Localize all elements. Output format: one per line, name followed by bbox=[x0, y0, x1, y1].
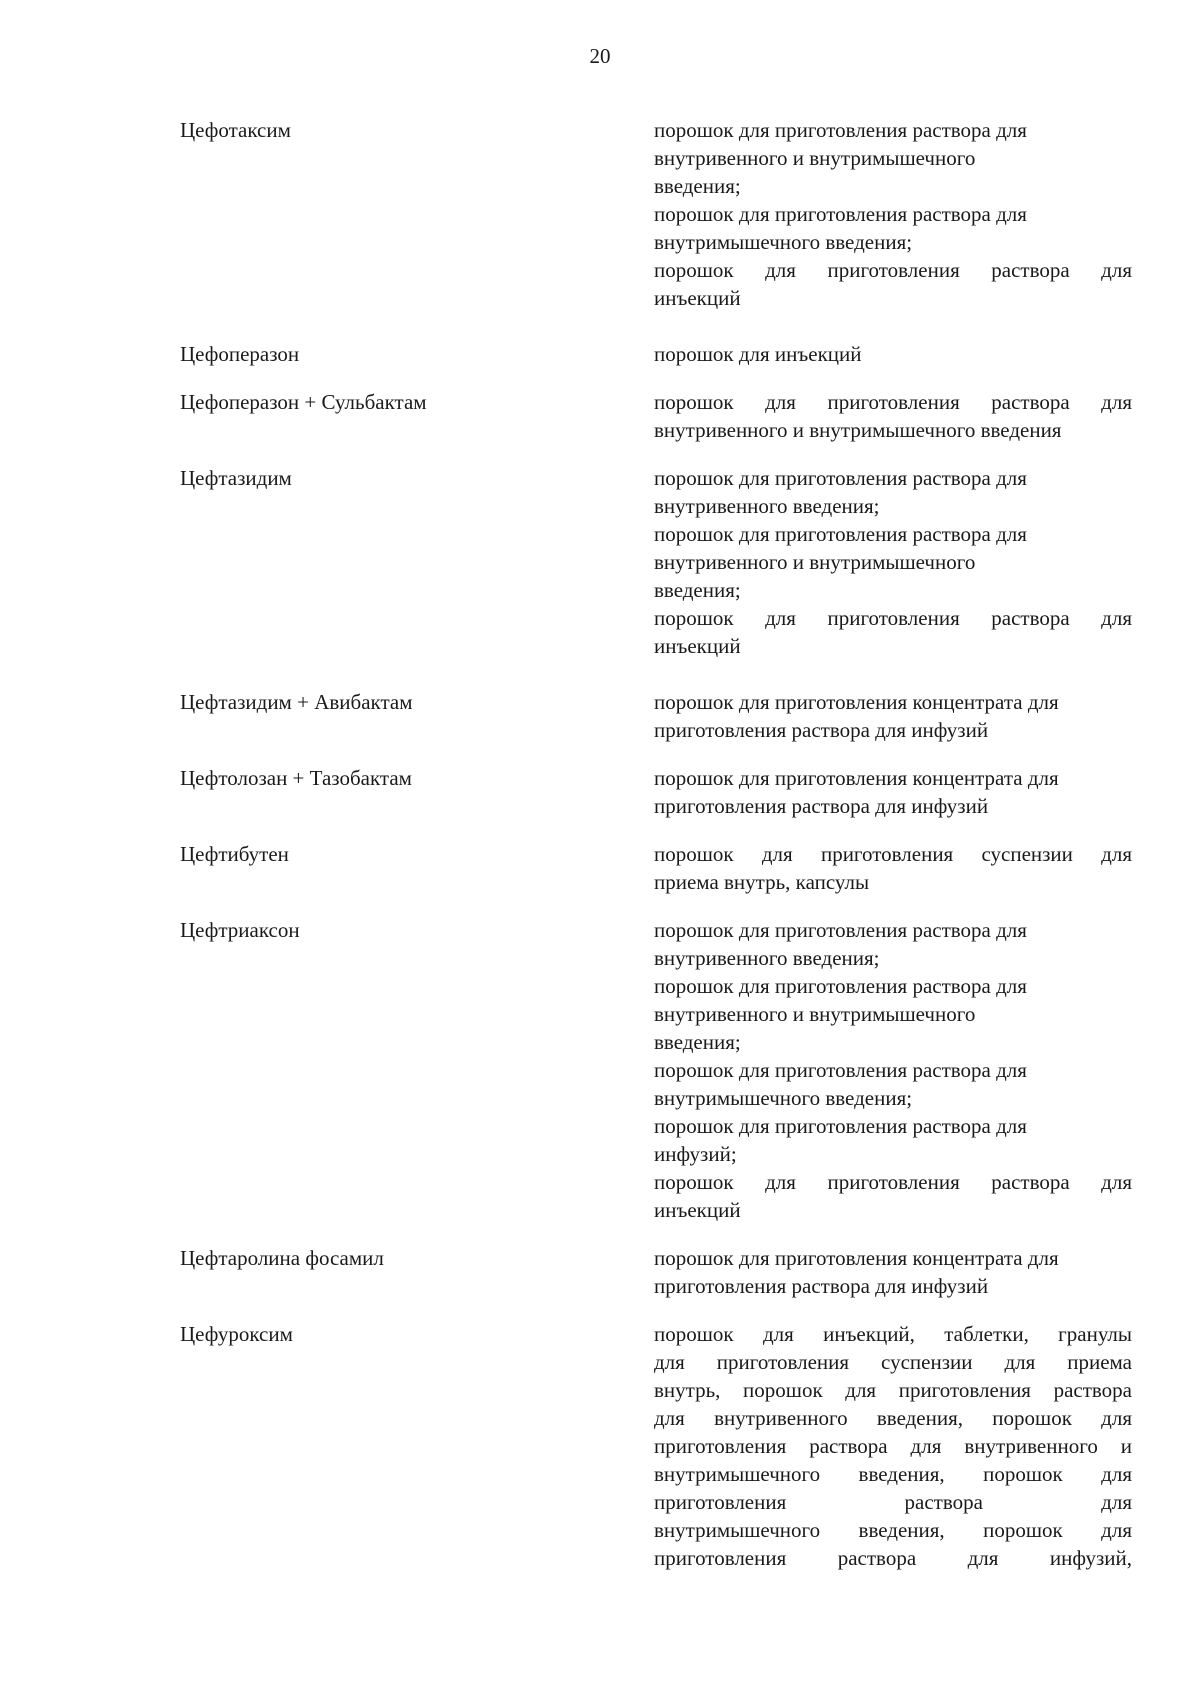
dosage-forms bbox=[654, 916, 1132, 1224]
drug-name: Цефтолозан + Тазобактам bbox=[180, 766, 412, 790]
dosage-forms bbox=[654, 1320, 1132, 1572]
dosage-form-line: порошок для приготовления раствора для bbox=[654, 522, 1027, 546]
dosage-form-line: порошок для приготовления раствора для bbox=[654, 258, 1132, 282]
dosage-form-line: внутривенного и внутримышечного bbox=[654, 1002, 976, 1026]
dosage-forms bbox=[654, 840, 1132, 896]
drug-name: Цефотаксим bbox=[180, 118, 291, 142]
dosage-form-line: порошок для приготовления раствора для bbox=[654, 918, 1027, 942]
dosage-form-line: введения; bbox=[654, 174, 741, 198]
dosage-form-line: порошок для приготовления концентрата для bbox=[654, 690, 1059, 714]
dosage-form-line: внутривенного и внутримышечного bbox=[654, 146, 976, 170]
dosage-form-line: для приготовления суспензии для приема bbox=[654, 1350, 1132, 1374]
dosage-form-line: порошок для приготовления раствора для bbox=[654, 202, 1027, 226]
dosage-form-line: внутримышечного введения, порошок для bbox=[654, 1462, 1132, 1486]
dosage-forms bbox=[654, 116, 1132, 312]
drug-name: Цефоперазон bbox=[180, 342, 300, 366]
dosage-forms bbox=[654, 388, 1132, 444]
dosage-form-line: введения; bbox=[654, 1030, 741, 1054]
dosage-form-line: приготовления раствора для bbox=[654, 1490, 1132, 1514]
dosage-form-line: приготовления раствора для внутривенного и bbox=[654, 1434, 1132, 1458]
dosage-form-line: порошок для приготовления раствора для bbox=[654, 1114, 1027, 1138]
drug-name: Цефтибутен bbox=[180, 842, 289, 866]
dosage-form-line: порошок для инъекций, таблетки, гранулы bbox=[654, 1322, 1132, 1346]
dosage-form-line: порошок для приготовления раствора для bbox=[654, 1058, 1027, 1082]
dosage-form-line: внутривенного и внутримышечного введения bbox=[654, 418, 1062, 442]
dosage-form-line: инъекций bbox=[654, 634, 741, 658]
dosage-form-line: порошок для инъекций bbox=[654, 342, 862, 366]
dosage-form-line: внутривенного введения; bbox=[654, 946, 880, 970]
drug-name: Цефуроксим bbox=[180, 1322, 293, 1346]
dosage-form-line: приготовления раствора для инфузий, bbox=[654, 1546, 1132, 1570]
dosage-forms bbox=[654, 340, 1132, 368]
dosage-form-line: порошок для приготовления раствора для bbox=[654, 1170, 1132, 1194]
dosage-forms bbox=[654, 464, 1132, 660]
dosage-form-line: порошок для приготовления раствора для bbox=[654, 466, 1027, 490]
dosage-forms bbox=[654, 764, 1132, 820]
dosage-form-line: внутримышечного введения; bbox=[654, 1086, 913, 1110]
dosage-form-line: порошок для приготовления концентрата для bbox=[654, 1246, 1059, 1270]
dosage-form-line: порошок для приготовления концентрата для bbox=[654, 766, 1059, 790]
drug-name: Цефтазидим + Авибактам bbox=[180, 690, 413, 714]
dosage-form-line: приготовления раствора для инфузий bbox=[654, 718, 989, 742]
dosage-form-line: приема внутрь, капсулы bbox=[654, 870, 870, 894]
dosage-form-line: внутрь, порошок для приготовления раствора bbox=[654, 1378, 1132, 1402]
dosage-forms bbox=[654, 688, 1132, 744]
dosage-form-line: внутримышечного введения, порошок для bbox=[654, 1518, 1132, 1542]
dosage-forms bbox=[654, 1244, 1132, 1300]
dosage-form-line: введения; bbox=[654, 578, 741, 602]
dosage-form-line: для внутривенного введения, порошок для bbox=[654, 1406, 1132, 1430]
dosage-form-line: порошок для приготовления раствора для bbox=[654, 390, 1132, 414]
dosage-form-line: порошок для приготовления суспензии для bbox=[654, 842, 1132, 866]
drug-name: Цефоперазон + Сульбактам bbox=[180, 390, 427, 414]
dosage-form-line: приготовления раствора для инфузий bbox=[654, 794, 989, 818]
dosage-form-line: инъекций bbox=[654, 286, 741, 310]
dosage-form-line: инфузий; bbox=[654, 1142, 737, 1166]
dosage-form-line: порошок для приготовления раствора для bbox=[654, 606, 1132, 630]
dosage-form-line: порошок для приготовления раствора для bbox=[654, 974, 1027, 998]
page-number: 20 bbox=[589, 44, 611, 68]
dosage-form-line: инъекций bbox=[654, 1198, 741, 1222]
drug-name: Цефтазидим bbox=[180, 466, 292, 490]
dosage-form-line: порошок для приготовления раствора для bbox=[654, 118, 1027, 142]
drug-name: Цефтриаксон bbox=[180, 918, 300, 942]
dosage-form-line: внутривенного введения; bbox=[654, 494, 880, 518]
dosage-form-line: приготовления раствора для инфузий bbox=[654, 1274, 989, 1298]
dosage-form-line: внутримышечного введения; bbox=[654, 230, 913, 254]
dosage-form-line: внутривенного и внутримышечного bbox=[654, 550, 976, 574]
drug-name: Цефтаролина фосамил bbox=[180, 1246, 384, 1270]
